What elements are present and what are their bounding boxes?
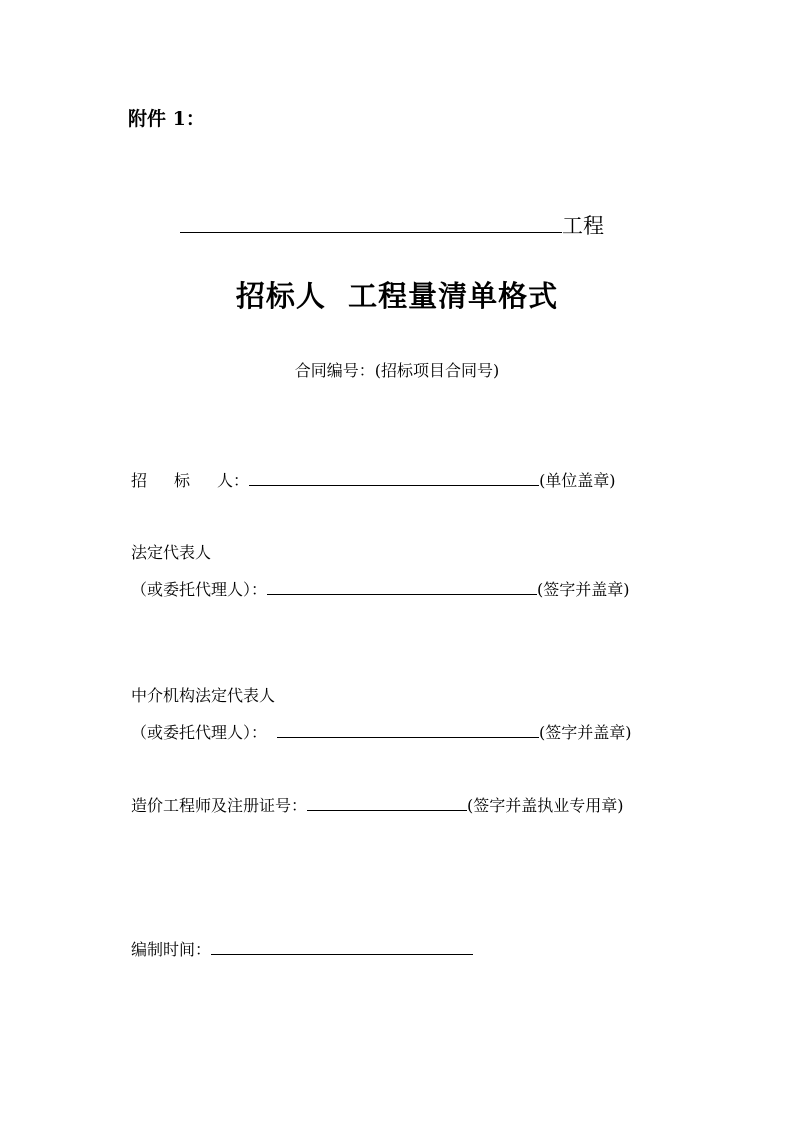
agency-rep-heading: 中介机构法定代表人 (131, 686, 276, 705)
cost-engineer-blank[interactable] (307, 792, 467, 811)
agency-rep-blank[interactable] (277, 719, 539, 738)
tenderer-blank[interactable] (249, 467, 539, 486)
tenderer-label-char-3: 人 (217, 471, 234, 490)
cost-engineer-label: 造价工程师及注册证号： (131, 796, 308, 815)
tenderer-field (131, 467, 616, 491)
compile-date-field (131, 936, 473, 960)
project-name-blank[interactable] (180, 208, 562, 233)
tenderer-colon: ： (233, 471, 250, 490)
attachment-label: 附件 1： (128, 108, 205, 130)
legal-rep-heading: 法定代表人 (131, 543, 212, 562)
cost-engineer-field (131, 792, 624, 816)
agency-rep-field (131, 719, 632, 743)
cost-engineer-note: (签字并盖执业专用章) (467, 796, 624, 815)
project-name-line (180, 208, 604, 240)
agency-rep-label: （或委托代理人）： (131, 723, 268, 742)
legal-rep-blank[interactable] (267, 576, 537, 595)
compile-date-label: 编制时间： (131, 940, 212, 959)
agency-rep-note: (签字并盖章) (539, 723, 632, 742)
legal-rep-note: (签字并盖章) (537, 580, 630, 599)
tenderer-note: (单位盖章) (539, 471, 616, 490)
legal-rep-label: （或委托代理人）： (131, 580, 268, 599)
project-suffix: 工程 (562, 214, 604, 238)
legal-rep-field (131, 576, 630, 600)
tenderer-label-char-1: 招 (131, 471, 175, 490)
document-title: 招标人 工程量清单格式 (235, 279, 559, 313)
tenderer-label-char-2: 标 (174, 471, 218, 490)
compile-date-blank[interactable] (211, 936, 473, 955)
contract-number: 合同编号：(招标项目合同号) (294, 361, 500, 380)
